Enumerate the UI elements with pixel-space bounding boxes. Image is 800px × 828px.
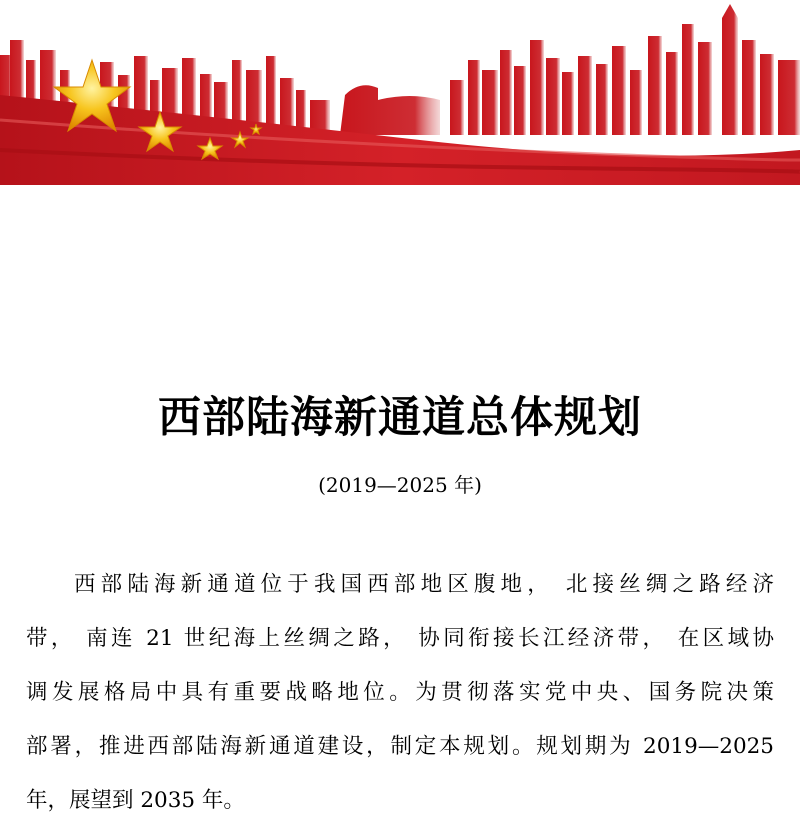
document-subtitle: (2019—2025 年) bbox=[318, 473, 482, 497]
document-title: 西部陆海新通道总体规划 bbox=[158, 393, 642, 443]
body-line: 年，展望到 2035 年。 bbox=[26, 788, 245, 813]
body-line: 部署，推进西部陆海新通道建设，制定本规划。规划期为 2019—2025 bbox=[26, 734, 774, 759]
body-line: 调发展格局中具有重要战略地位。为贯彻落实党中央、国务院决策 bbox=[26, 680, 774, 705]
header-banner bbox=[0, 0, 800, 190]
document-body bbox=[26, 558, 774, 828]
body-line: 西部陆海新通道位于我国西部地区腹地， 北接丝绸之路经济 bbox=[74, 572, 774, 597]
body-line: 带， 南连 21 世纪海上丝绸之路， 协同衔接长江经济带， 在区域协 bbox=[26, 626, 774, 651]
